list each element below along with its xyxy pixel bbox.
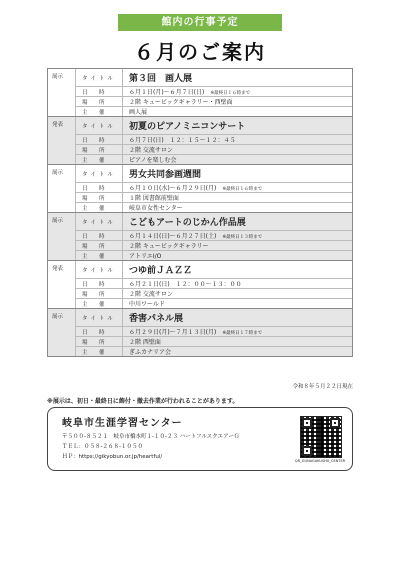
event-title-row bbox=[76, 117, 352, 134]
event-place: ２階 西壁面 bbox=[129, 339, 161, 346]
event-block bbox=[48, 69, 352, 117]
event-place-row bbox=[76, 336, 352, 346]
event-host: 岐阜市女性センター bbox=[129, 205, 183, 212]
event-category: 展示 bbox=[48, 213, 76, 260]
event-block bbox=[48, 213, 352, 261]
date-label: 日 時 bbox=[76, 327, 123, 336]
event-place-row bbox=[76, 192, 352, 202]
title-label: タイトル bbox=[76, 69, 123, 86]
event-host: 画人展 bbox=[129, 109, 148, 116]
event-host: ぎふカナリア会 bbox=[129, 349, 172, 356]
place-label: 場 所 bbox=[76, 193, 123, 202]
event-host-row bbox=[76, 346, 352, 356]
event-date: ６月２９日(月)～７月１３日(月) ※最終日１７時まで bbox=[129, 329, 263, 336]
title-label: タイトル bbox=[76, 117, 123, 134]
event-category: 展示 bbox=[48, 165, 76, 212]
event-note: ※最終日１６時まで bbox=[210, 91, 251, 96]
event-category: 発表 bbox=[48, 117, 76, 164]
event-title-row bbox=[76, 165, 352, 182]
title-label: タイトル bbox=[76, 261, 123, 278]
event-host-row bbox=[76, 154, 352, 164]
place-label: 場 所 bbox=[76, 337, 123, 346]
event-date: ６月２１日(日) １２：００～１３：００ bbox=[129, 281, 242, 288]
event-place: ２階 キュービックギャラリー bbox=[129, 243, 209, 250]
center-name: 岐阜市生涯学習センター bbox=[62, 418, 183, 429]
place-label: 場 所 bbox=[76, 145, 123, 154]
event-date-row bbox=[76, 326, 352, 336]
exhibition-footnote: ※展示は、初日・最終日に飾付・撤去作業が行われることがあります。 bbox=[47, 398, 239, 405]
event-title: 香害パネル展 bbox=[129, 314, 184, 324]
qr-caption: QR_GUNAGAKUSHU_CENTER bbox=[294, 459, 346, 463]
event-place-row bbox=[76, 288, 352, 298]
event-title: 第３回 画人展 bbox=[129, 74, 193, 84]
event-title-row bbox=[76, 309, 352, 326]
date-label: 日 時 bbox=[76, 231, 123, 240]
event-place: ２階 交流サロン bbox=[129, 147, 173, 154]
event-host-row bbox=[76, 298, 352, 308]
event-title-row bbox=[76, 69, 352, 86]
qr-code-icon[interactable] bbox=[300, 416, 342, 458]
title-label: タイトル bbox=[76, 165, 123, 182]
event-category: 展示 bbox=[48, 69, 76, 116]
event-title: 初夏のピアノミニコンサート bbox=[129, 122, 246, 132]
event-host-row bbox=[76, 202, 352, 212]
event-place: ２階 交流サロン bbox=[129, 291, 173, 298]
place-label: 場 所 bbox=[76, 289, 123, 298]
title-label: タイトル bbox=[76, 309, 123, 326]
event-date: ６月１日(月)～６月７日(日) ※最終日１６時まで bbox=[129, 89, 251, 96]
schedule-banner: 館内の行事予定 bbox=[118, 14, 282, 31]
event-date: ６月７日(日) １２：１５～１２：４５ bbox=[129, 137, 236, 144]
event-place: １階 図書館前壁面 bbox=[129, 195, 179, 202]
event-host: 中川ワールド bbox=[129, 301, 165, 308]
event-note: ※最終日１３時まで bbox=[222, 235, 263, 240]
event-date: ６月１０日(水)～６月２９日(月) ※最終日１６時まで bbox=[129, 185, 263, 192]
event-note: ※最終日１６時まで bbox=[222, 187, 263, 192]
center-address: 〒５００-８５２１ 岐阜市橋本町１-１０-２３ ハートフルスクエアーＧ bbox=[62, 434, 240, 440]
event-host-row bbox=[76, 106, 352, 116]
page-title: ６月のご案内 bbox=[134, 40, 266, 64]
updated-date: 令和８年５月２２日現在 bbox=[292, 384, 353, 390]
host-label: 主 催 bbox=[76, 155, 123, 164]
title-label: タイトル bbox=[76, 213, 123, 230]
event-date-row bbox=[76, 182, 352, 192]
event-host: アトリエI/O bbox=[129, 253, 162, 260]
event-block bbox=[48, 309, 352, 356]
event-place-row bbox=[76, 144, 352, 154]
host-label: 主 催 bbox=[76, 347, 123, 356]
event-host-row bbox=[76, 250, 352, 260]
event-schedule-table bbox=[47, 68, 353, 357]
center-info-box bbox=[47, 407, 353, 471]
event-title-row bbox=[76, 213, 352, 230]
center-homepage[interactable]: ＨＰ：https://gikyobun.or.jp/heartful/ bbox=[62, 454, 163, 460]
event-title: つゆ前ＪＡＺＺ bbox=[129, 266, 193, 276]
event-title-row bbox=[76, 261, 352, 278]
center-tel: ＴＥＬ：０５８-２６８-１０５０ bbox=[62, 444, 143, 450]
event-date-row bbox=[76, 134, 352, 144]
event-date-row bbox=[76, 230, 352, 240]
event-block bbox=[48, 261, 352, 309]
event-block bbox=[48, 117, 352, 165]
event-category: 発表 bbox=[48, 261, 76, 308]
date-label: 日 時 bbox=[76, 279, 123, 288]
host-label: 主 催 bbox=[76, 107, 123, 116]
date-label: 日 時 bbox=[76, 183, 123, 192]
event-date-row bbox=[76, 86, 352, 96]
event-title: 男女共同参画週間 bbox=[129, 170, 202, 180]
place-label: 場 所 bbox=[76, 241, 123, 250]
event-place-row bbox=[76, 96, 352, 106]
host-label: 主 催 bbox=[76, 299, 123, 308]
place-label: 場 所 bbox=[76, 97, 123, 106]
host-label: 主 催 bbox=[76, 251, 123, 260]
event-place: ２階 キュービックギャラリー・西壁面 bbox=[129, 99, 233, 106]
host-label: 主 催 bbox=[76, 203, 123, 212]
event-date-row bbox=[76, 278, 352, 288]
date-label: 日 時 bbox=[76, 135, 123, 144]
date-label: 日 時 bbox=[76, 87, 123, 96]
event-date: ６月１４日(日)～６月２７日(土) ※最終日１３時まで bbox=[129, 233, 263, 240]
event-place-row bbox=[76, 240, 352, 250]
event-host: ピアノを楽しむ会 bbox=[129, 157, 177, 164]
event-note: ※最終日１７時まで bbox=[222, 331, 263, 336]
event-category: 展示 bbox=[48, 309, 76, 356]
event-title: こどもアートのじかん作品展 bbox=[129, 218, 246, 228]
event-block bbox=[48, 165, 352, 213]
